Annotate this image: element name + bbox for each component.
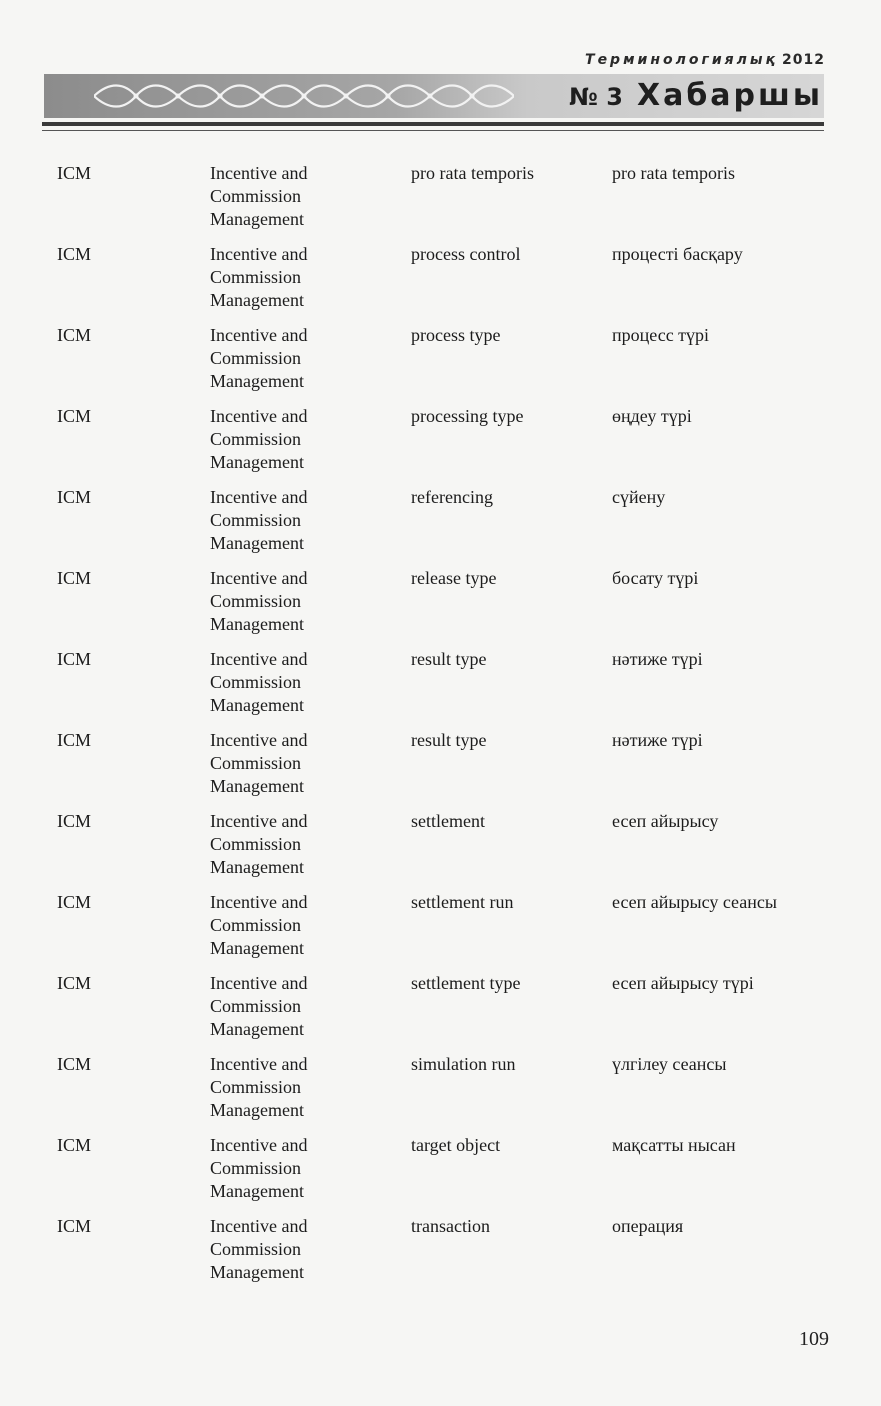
glossary-row xyxy=(0,648,881,729)
journal-title xyxy=(585,52,825,68)
header-divider xyxy=(42,122,824,126)
kazakh-term-cell: процесті басқару xyxy=(612,244,743,264)
kazakh-term-cell: босату түрі xyxy=(612,568,699,588)
kazakh-term-cell: pro rata temporis xyxy=(612,163,735,183)
glossary-row xyxy=(0,810,881,891)
english-term-cell: referencing xyxy=(411,487,493,507)
module-name-cell: Incentive and Commission Management xyxy=(210,1054,308,1120)
module-name-cell: Incentive and Commission Management xyxy=(210,811,308,877)
kazakh-term-cell: нәтиже түрі xyxy=(612,649,703,669)
glossary-row xyxy=(0,1053,881,1134)
kazakh-term-cell: үлгілеу сеансы xyxy=(612,1054,727,1074)
abbreviation-cell: ICM xyxy=(57,1216,92,1236)
abbreviation-cell: ICM xyxy=(57,892,92,912)
kazakh-term-cell: есеп айырысу xyxy=(612,811,719,831)
glossary-row xyxy=(0,729,881,810)
abbreviation-cell: ICM xyxy=(57,487,92,507)
kazakh-term-cell: операция xyxy=(612,1216,684,1236)
glossary-row xyxy=(0,486,881,567)
glossary-row xyxy=(0,324,881,405)
english-term-cell: simulation run xyxy=(411,1054,516,1074)
abbreviation-cell: ICM xyxy=(57,649,92,669)
module-name-cell: Incentive and Commission Management xyxy=(210,973,308,1039)
english-term-cell: target object xyxy=(411,1135,501,1155)
page-number: 109 xyxy=(799,1328,829,1350)
english-term-cell: result type xyxy=(411,649,487,669)
abbreviation-cell: ICM xyxy=(57,568,92,588)
english-term-cell: result type xyxy=(411,730,487,750)
module-name-cell: Incentive and Commission Management xyxy=(210,568,308,634)
kazakh-term-cell: процесс түрі xyxy=(612,325,710,345)
glossary-row xyxy=(0,405,881,486)
kazakh-term-cell: нәтиже түрі xyxy=(612,730,703,750)
issue-number: № 3 xyxy=(569,83,623,111)
abbreviation-cell: ICM xyxy=(57,244,92,264)
abbreviation-cell: ICM xyxy=(57,1135,92,1155)
english-term-cell: processing type xyxy=(411,406,524,426)
english-term-cell: pro rata temporis xyxy=(411,163,534,183)
english-term-cell: release type xyxy=(411,568,497,588)
kazakh-term-cell: өңдеу түрі xyxy=(612,406,692,426)
english-term-cell: transaction xyxy=(411,1216,490,1236)
abbreviation-cell: ICM xyxy=(57,406,92,426)
abbreviation-cell: ICM xyxy=(57,973,92,993)
glossary-row xyxy=(0,1134,881,1215)
kazakh-term-cell: есеп айырысу сеансы xyxy=(612,892,777,912)
module-name-cell: Incentive and Commission Management xyxy=(210,649,308,715)
module-name-cell: Incentive and Commission Management xyxy=(210,1135,308,1201)
glossary-row xyxy=(0,1215,881,1296)
module-name-cell: Incentive and Commission Management xyxy=(210,325,308,391)
english-term-cell: settlement run xyxy=(411,892,514,912)
magazine-name: Хабаршы xyxy=(636,78,823,113)
glossary-row xyxy=(0,891,881,972)
kazakh-term-cell: есеп айырысу түрі xyxy=(612,973,754,993)
abbreviation-cell: ICM xyxy=(57,811,92,831)
module-name-cell: Incentive and Commission Management xyxy=(210,163,308,229)
ornament-pattern xyxy=(94,78,514,114)
module-name-cell: Incentive and Commission Management xyxy=(210,406,308,472)
abbreviation-cell: ICM xyxy=(57,325,92,345)
issue-title xyxy=(569,78,823,113)
abbreviation-cell: ICM xyxy=(57,730,92,750)
page-header xyxy=(0,0,881,140)
glossary-row xyxy=(0,972,881,1053)
english-term-cell: process type xyxy=(411,325,501,345)
module-name-cell: Incentive and Commission Management xyxy=(210,487,308,553)
abbreviation-cell: ICM xyxy=(57,163,92,183)
kazakh-term-cell: мақсатты нысан xyxy=(612,1135,736,1155)
english-term-cell: settlement type xyxy=(411,973,521,993)
kazakh-term-cell: сүйену xyxy=(612,487,666,507)
glossary-row xyxy=(0,567,881,648)
glossary-row xyxy=(0,162,881,243)
header-divider-thin xyxy=(42,130,824,131)
module-name-cell: Incentive and Commission Management xyxy=(210,730,308,796)
module-name-cell: Incentive and Commission Management xyxy=(210,892,308,958)
module-name-cell: Incentive and Commission Management xyxy=(210,1216,308,1282)
glossary-row xyxy=(0,243,881,324)
journal-year: 2012 xyxy=(782,52,825,68)
glossary-table xyxy=(0,162,881,1296)
module-name-cell: Incentive and Commission Management xyxy=(210,244,308,310)
journal-name: Терминологиялық xyxy=(585,52,779,68)
english-term-cell: settlement xyxy=(411,811,485,831)
abbreviation-cell: ICM xyxy=(57,1054,92,1074)
english-term-cell: process control xyxy=(411,244,521,264)
